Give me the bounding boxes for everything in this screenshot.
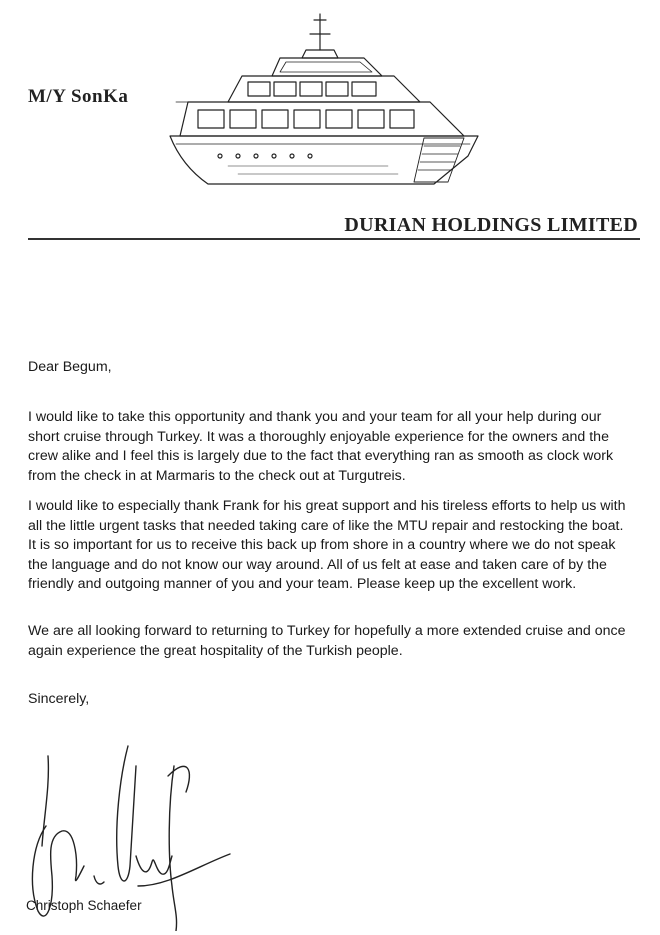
header-divider xyxy=(28,238,640,240)
salutation: Dear Begum, xyxy=(28,359,112,375)
company-name: DURIAN HOLDINGS LIMITED xyxy=(344,214,638,236)
closing: Sincerely, xyxy=(28,691,90,707)
paragraph-2: I would like to especially thank Frank for his great support and his tireless efforts to help us with all the little urgent tasks that needed taking care of like the MTU repair and restocking the boat. It is so important for us to receive this back up from shore in a country where we do not speak the language and do not know our way around. All of us felt at ease and taken care of by the friendly and outgoing manner of you and your team. Please keep up the excellent work. xyxy=(28,498,626,592)
yacht-illustration xyxy=(168,6,486,198)
paragraph-3: We are all looking forward to returning to Turkey for hopefully a more extended cruise and once again experience the great hospitality of the Turkish people. xyxy=(28,623,626,659)
vessel-name: M/Y SonKa xyxy=(28,86,129,107)
paragraph-1: I would like to take this opportunity and thank you and your team for all your help during our short cruise through Turkey. It was a thoroughly enjoyable experience for the owners and the crew alike and I feel this is largely due to the fact that everything ran as smooth as clock work from the check in at Marmaris to the check out at Turgutreis. xyxy=(28,409,614,484)
signer-name: Christoph Schaefer xyxy=(26,898,142,913)
